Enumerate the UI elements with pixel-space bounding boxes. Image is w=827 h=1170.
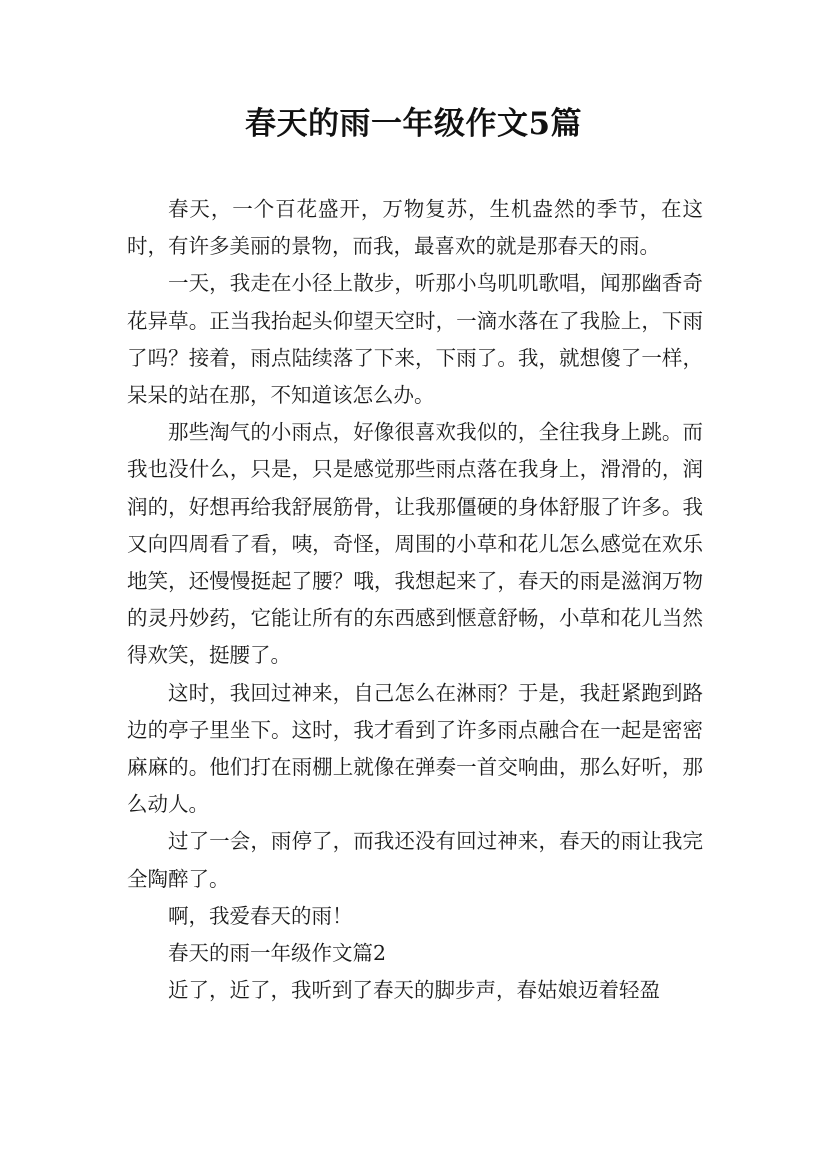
paragraph: 过了一会，雨停了，而我还没有回过神来，春天的雨让我完全陶醉了。 [127,829,703,891]
paragraph: 啊，我爱春天的雨！ [168,903,353,928]
section-heading: 春天的雨一年级作文篇2 [168,941,387,966]
paragraph: 春天，一个百花盛开，万物复苏，生机盎然的季节，在这时，有许多美丽的景物，而我，最喜欢的就是那春天的雨。 [127,197,703,259]
document-title: 春天的雨一年级作文5篇 [244,106,583,142]
document-body [127,191,703,1009]
paragraph: 这时，我回过神来，自己怎么在淋雨？于是，我赶紧跑到路边的亭子里坐下。这时，我才看到了许多雨点融合在一起是密密麻麻的。他们打在雨棚上就像在弹奏一首交响曲，那么好听，那么动人。 [127,680,703,817]
paragraph: 那些淘气的小雨点，好像很喜欢我似的，全往我身上跳。而我也没什么，只是，只是感觉那些雨点落在我身上，滑滑的，润润的，好想再给我舒展筋骨，让我那僵硬的身体舒服了许多。我又向四周看了看，咦，奇怪，周围的小草和花儿怎么感觉在欢乐地笑，还慢慢挺起了腰？哦，我想起来了，春天的雨是滋润万物的灵丹妙药，它能让所有的东西感到惬意舒畅，小草和花儿当然得欢笑，挺腰了。 [127,420,703,668]
paragraph: 一天，我走在小径上散步，听那小鸟叽叽歌唱，闻那幽香奇花异草。正当我抬起头仰望天空时，一滴水落在了我脸上，下雨了吗？接着，雨点陆续落了下来，下雨了。我，就想傻了一样，呆呆的站在那，不知道该怎么办。 [127,271,703,408]
paragraph: 近了，近了，我听到了春天的脚步声，春姑娘迈着轻盈 [168,978,660,1003]
